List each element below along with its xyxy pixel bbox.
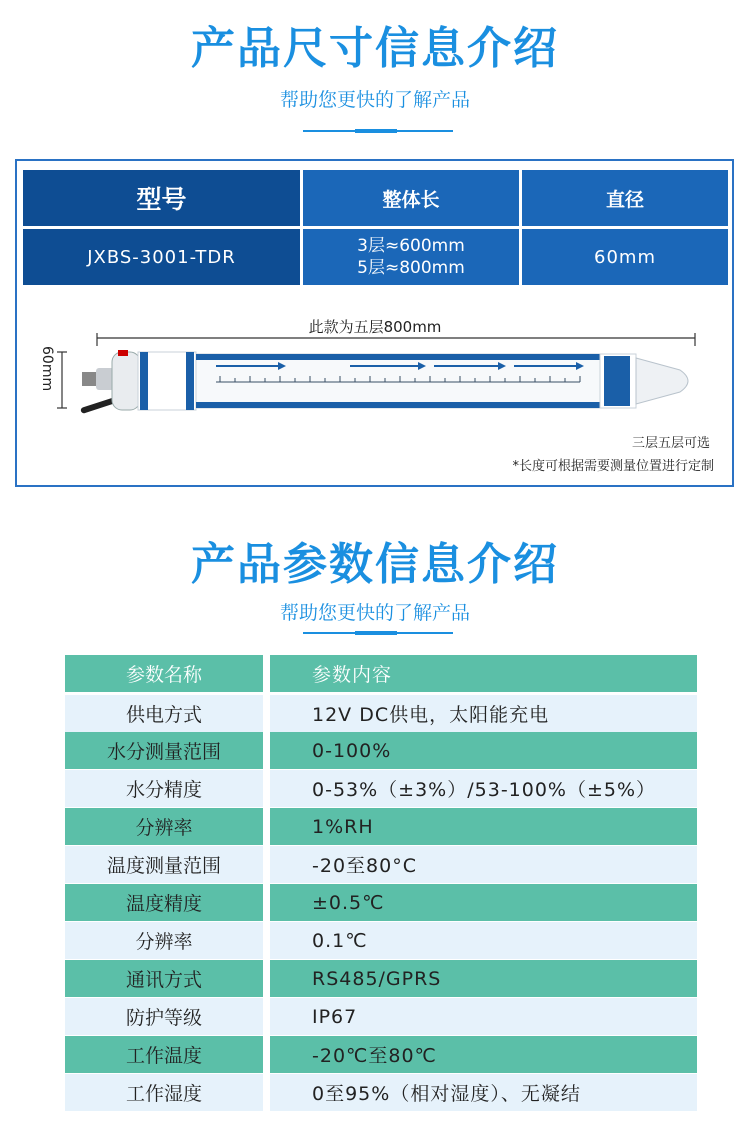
param-name: 温度测量范围 (65, 846, 263, 883)
table-row (65, 732, 697, 769)
section1-divider-accent (355, 129, 397, 133)
section1-title: 产品尺寸信息介绍 (191, 23, 559, 74)
table-row (65, 695, 697, 732)
param-name: 供电方式 (65, 695, 263, 732)
table-row (65, 884, 697, 921)
size-length-line1: 3层≈600mm (357, 236, 465, 256)
param-value: ±0.5℃ (270, 884, 697, 921)
table-row (65, 808, 697, 845)
params-header-value: 参数内容 (270, 655, 697, 692)
param-name: 水分测量范围 (65, 732, 263, 769)
size-length-line2: 5层≈800mm (357, 258, 465, 278)
size-length-value (303, 229, 519, 285)
param-value: 0-100% (270, 732, 697, 769)
param-value: 1%RH (270, 808, 697, 845)
diagram-note-custom: *长度可根据需要测量位置进行定制 (512, 459, 714, 474)
param-value: 0.1℃ (270, 922, 697, 959)
param-name: 分辨率 (65, 922, 263, 959)
sensor-tip (636, 358, 688, 404)
table-row (65, 1036, 697, 1073)
param-name: 工作湿度 (65, 1074, 263, 1111)
sensor-tube (196, 354, 616, 408)
params-header-name: 参数名称 (65, 655, 263, 692)
section1-subtitle: 帮助您更快的了解产品 (279, 89, 470, 111)
params-header-row (65, 655, 697, 692)
size-model-value: JXBS-3001-TDR (23, 229, 300, 285)
table-row (65, 922, 697, 959)
param-name: 工作温度 (65, 1036, 263, 1073)
section2-title: 产品参数信息介绍 (191, 539, 559, 590)
size-header-model: 型号 (23, 170, 300, 226)
param-value: RS485/GPRS (270, 960, 697, 997)
param-value: IP67 (270, 998, 697, 1035)
diagram-length-label: 此款为五层800mm (308, 318, 442, 336)
diagram-diameter-label: 60mm (39, 346, 55, 392)
table-row (65, 998, 697, 1035)
table-row (65, 770, 697, 807)
param-value: 0至95%（相对湿度）、无凝结 (270, 1074, 697, 1111)
param-name: 温度精度 (65, 884, 263, 921)
section2-subtitle: 帮助您更快的了解产品 (279, 602, 470, 624)
diagram-note-layers: 三层五层可选 (631, 436, 710, 451)
param-name: 分辨率 (65, 808, 263, 845)
size-diameter-value: 60mm (522, 229, 728, 285)
param-name: 通讯方式 (65, 960, 263, 997)
connector (82, 372, 96, 386)
sensor-diagram (20, 330, 720, 430)
param-name: 水分精度 (65, 770, 263, 807)
param-value: 0-53%（±3%）/53-100%（±5%） (270, 770, 697, 807)
param-value: -20至80°C (270, 846, 697, 883)
section2-divider-accent (355, 631, 397, 635)
param-name: 防护等级 (65, 998, 263, 1035)
param-value: -20℃至80℃ (270, 1036, 697, 1073)
size-header-length: 整体长 (303, 170, 519, 226)
table-row (65, 960, 697, 997)
table-row (65, 1074, 697, 1111)
table-row (65, 846, 697, 883)
param-value: 12V DC供电，太阳能充电 (270, 695, 697, 732)
size-header-diameter: 直径 (522, 170, 728, 226)
